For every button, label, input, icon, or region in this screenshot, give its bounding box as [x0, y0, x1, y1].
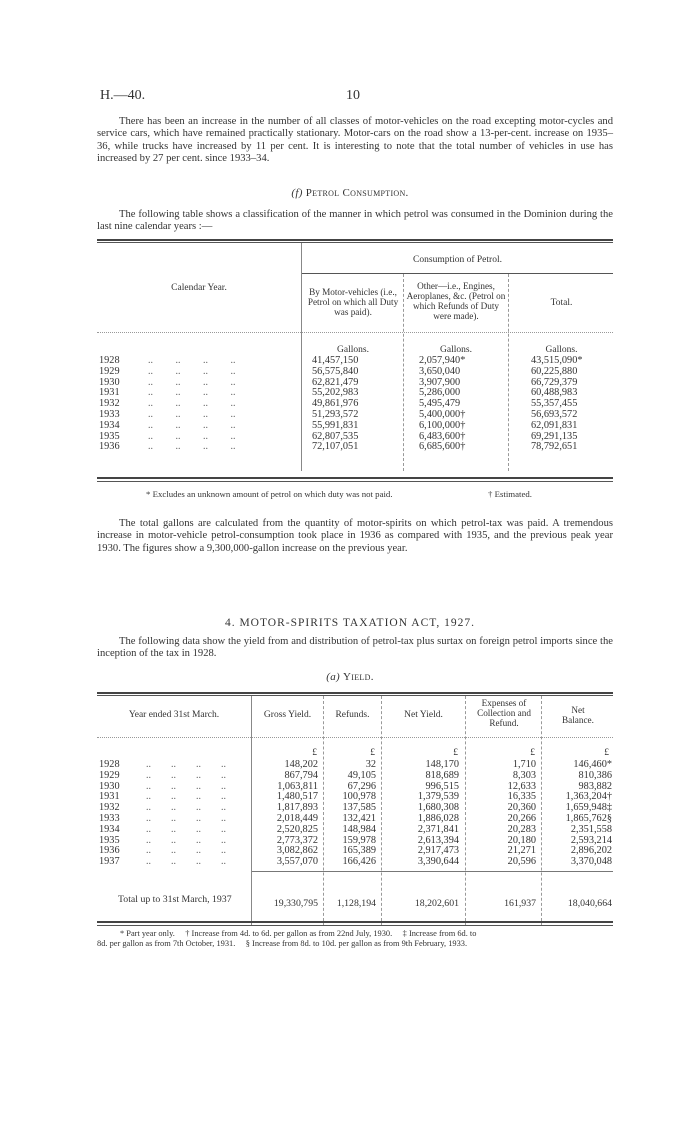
petrol-total-cell: 55,357,455 — [531, 398, 578, 410]
yield-bottom-rule-inner — [97, 925, 613, 926]
petrol-motor-cell: 51,293,572 — [312, 408, 359, 420]
petrol-other-cell: 6,685,600† — [419, 441, 466, 453]
section-f-title — [0, 187, 700, 199]
petrol-year-cell: 1935 — [99, 430, 120, 442]
petrol-year-cell: 1930 — [99, 376, 120, 388]
yield-net-cell: 818,689 — [425, 769, 459, 781]
petrol-footnote-excludes: * Excludes an unknown amount of petrol on which duty was not paid. — [146, 489, 393, 499]
yield-balance-cell: 983,882 — [578, 780, 612, 792]
yield-subtitle-prefix: (a) — [326, 671, 340, 683]
yield-year-cell: 1933 — [99, 812, 120, 824]
petrol-other-cell: 5,495,479 — [419, 398, 461, 410]
yield-balance-cell: 1,363,204† — [565, 791, 612, 803]
petrol-motor-cell: 55,202,983 — [312, 387, 359, 399]
yield-unit-net: £ — [453, 748, 458, 758]
yield-balance-cell: 1,659,948‡ — [565, 802, 612, 814]
table-bottom-rule — [97, 477, 613, 479]
table-top-rule — [97, 239, 613, 241]
section-f-prefix: (f) — [291, 187, 303, 199]
yield-years-column — [99, 760, 139, 868]
yield-gross-cell: 2,773,372 — [276, 834, 318, 846]
yield-balance-column — [542, 760, 612, 868]
yield-net-cell: 2,613,394 — [417, 834, 459, 846]
yield-total-refunds: 1,128,194 — [336, 898, 376, 909]
yield-col-header-balance: Net Balance. — [562, 705, 594, 725]
petrol-total-cell: 66,729,379 — [531, 376, 578, 388]
petrol-year-cell: 1928 — [99, 355, 120, 366]
yield-balance-cell: 2,896,202 — [570, 845, 612, 857]
yield-total-balance: 18,040,664 — [567, 898, 612, 909]
petrol-other-cell: 3,907,900 — [419, 376, 461, 388]
section-f-heading: Petrol Consumption. — [305, 187, 409, 199]
yield-gross-cell: 3,557,070 — [276, 856, 318, 868]
yield-total-gross: 19,330,795 — [273, 898, 318, 909]
petrol-motor-cell: 56,575,840 — [312, 365, 359, 377]
yield-expenses-cell: 20,283 — [507, 823, 536, 835]
yield-unit-refunds: £ — [370, 748, 375, 758]
petrol-total-cell: 43,515,090* — [531, 355, 583, 366]
yield-balance-cell: 2,593,214 — [570, 834, 612, 846]
yield-col-header-refunds: Refunds. — [335, 710, 370, 720]
petrol-other-cell: 5,400,000† — [419, 408, 466, 420]
col-header-calendar-year: Calendar Year. — [171, 283, 227, 293]
section-4-intro — [97, 636, 613, 661]
yield-net-column — [382, 760, 459, 868]
yield-refunds-cell: 67,296 — [347, 780, 376, 792]
petrol-motor-column — [312, 356, 398, 453]
yield-net-cell: 3,390,644 — [417, 856, 459, 868]
group-header-rule — [302, 273, 613, 274]
petrol-year-cell: 1933 — [99, 408, 120, 420]
yield-year-cell: 1931 — [99, 791, 120, 803]
petrol-motor-cell: 55,991,831 — [312, 419, 359, 431]
yield-gross-cell: 148,202 — [284, 759, 318, 770]
yield-leader-dots: .. .. .. .. .. .. .. .. .. .. .. .. .. .. .. .. .. .. .. .. .. .. .. .. .. .. .. .. .. .. .. .. .. .. .. .. .. .. .. .. — [146, 759, 226, 868]
yield-net-cell: 148,170 — [425, 759, 459, 770]
yield-top-rule-inner — [97, 695, 613, 696]
col-divider-2 — [403, 274, 404, 471]
yield-total-rule — [252, 871, 613, 872]
yield-expenses-cell: 20,180 — [507, 834, 536, 846]
petrol-leader-dots: .. .. .. .. .. .. .. .. .. .. .. .. .. .. .. .. .. .. .. .. .. .. .. .. .. .. .. .. .. .. .. .. .. .. .. .. — [148, 355, 236, 453]
yield-year-cell: 1929 — [99, 769, 120, 781]
table-top-rule-inner — [97, 242, 613, 243]
yield-unit-expenses: £ — [530, 748, 535, 758]
yield-expenses-cell: 12,633 — [507, 780, 536, 792]
yield-net-cell: 2,917,473 — [417, 845, 459, 857]
yield-gross-cell: 3,082,862 — [276, 845, 318, 857]
yield-expenses-cell: 20,360 — [507, 802, 536, 814]
yield-refunds-cell: 132,421 — [342, 812, 376, 824]
yield-bottom-rule — [97, 921, 613, 923]
yield-balance-cell: 3,370,048 — [570, 856, 612, 868]
yield-refunds-cell: 100,978 — [342, 791, 376, 803]
col-header-motor-vehicles: By Motor-vehicles (i.e., Petrol on which all Duty was paid). — [307, 287, 399, 317]
petrol-motor-cell: 72,107,051 — [312, 441, 359, 453]
yield-total-label: Total up to 31st March, 1937 — [118, 894, 232, 905]
yield-balance-cell: 146,460* — [573, 759, 612, 770]
yield-gross-cell: 1,063,811 — [277, 780, 318, 792]
yield-header-rule — [97, 737, 613, 738]
page-number: 10 — [346, 88, 360, 103]
yield-refunds-column — [324, 760, 376, 868]
yield-footnote-line-1: * Part year only. † Increase from 4d. to 6d. per gallon as from 22nd July, 1930. ‡ Increase from 6d. to — [120, 929, 477, 938]
header-bottom-rule — [97, 332, 613, 333]
yield-gross-cell: 1,817,893 — [276, 802, 318, 814]
yield-col-header-gross: Gross Yield. — [263, 710, 312, 720]
petrol-total-cell: 56,693,572 — [531, 408, 578, 420]
yield-year-cell: 1934 — [99, 823, 120, 835]
yield-refunds-cell: 166,426 — [342, 856, 376, 868]
yield-refunds-cell: 49,105 — [347, 769, 376, 781]
summary-paragraph-text: The total gallons are calculated from the quantity of motor-spirits on which petrol-tax was paid. A tremendous increase in motor-vehicle petrol-consumption took place in 1936 as compared with 1935, and the previous peak year 1930. The figures show a 9,300,000-gallon increase on the previous year. — [97, 518, 613, 554]
petrol-year-cell: 1932 — [99, 398, 120, 410]
petrol-total-cell: 60,488,983 — [531, 387, 578, 399]
section-f-intro-text: The following table shows a classification of the manner in which petrol was consumed in the Dominion during the last nine calendar years :— — [97, 209, 613, 233]
yield-expenses-cell: 16,335 — [507, 791, 536, 803]
yield-unit-gross: £ — [312, 748, 317, 758]
yield-year-cell: 1928 — [99, 759, 120, 770]
petrol-footnote-estimated: † Estimated. — [488, 489, 532, 499]
petrol-other-cell: 6,100,000† — [419, 419, 466, 431]
col-header-total: Total. — [550, 298, 573, 308]
yield-col-header-net: Net Yield. — [404, 710, 443, 720]
table-bottom-rule-inner — [97, 481, 613, 482]
yield-col-header-expenses: Expenses of Collection and Refund. — [477, 698, 531, 728]
petrol-total-cell: 62,091,831 — [531, 419, 578, 431]
petrol-motor-cell: 41,457,150 — [312, 355, 359, 366]
col-divider-3 — [508, 274, 509, 471]
yield-net-cell: 996,515 — [425, 780, 459, 792]
petrol-other-cell: 6,483,600† — [419, 430, 466, 442]
petrol-years-column — [99, 356, 139, 453]
yield-year-cell: 1937 — [99, 856, 120, 868]
unit-other: Gallons. — [440, 345, 472, 355]
yield-net-cell: 1,886,028 — [417, 812, 459, 824]
intro-paragraph-text: There has been an increase in the number of all classes of motor-vehicles on the road excepting motor-cycles and service cars, which have remained practically stationary. Motor-cars on the road show a 13-per-cent. increase on 1935–36, while trucks have increased by 11 per cent. It is interesting to note that the total number of vehicles in use has increased by 27 per cent. since 1933–34. — [97, 116, 613, 165]
yield-balance-cell: 2,351,558 — [570, 823, 612, 835]
yield-net-cell: 1,680,308 — [417, 802, 459, 814]
yield-footnote-line-2: 8d. per gallon as from 7th October, 1931. § Increase from 8d. to 10d. per gallon as from 9th February, 1933. — [97, 939, 468, 948]
yield-expenses-cell: 20,596 — [507, 856, 536, 868]
unit-total: Gallons. — [545, 345, 578, 355]
yield-year-cell: 1935 — [99, 834, 120, 846]
yield-expenses-cell: 8,303 — [512, 769, 536, 781]
petrol-total-column — [531, 356, 615, 453]
petrol-total-cell: 78,792,651 — [531, 441, 578, 453]
intro-paragraph — [97, 116, 613, 166]
yield-refunds-cell: 148,984 — [342, 823, 376, 835]
yield-subtitle — [0, 671, 700, 683]
petrol-other-cell: 5,286,000 — [419, 387, 461, 399]
yield-total-net: 18,202,601 — [414, 898, 459, 909]
yield-net-cell: 2,371,841 — [417, 823, 459, 835]
yield-expenses-column — [466, 760, 536, 868]
yield-gross-cell: 867,794 — [284, 769, 318, 781]
yield-gross-cell: 1,480,517 — [276, 791, 318, 803]
yield-unit-balance: £ — [604, 748, 609, 758]
yield-net-cell: 1,379,539 — [417, 791, 459, 803]
petrol-year-cell: 1931 — [99, 387, 120, 399]
yield-refunds-cell: 165,389 — [342, 845, 376, 857]
yield-year-cell: 1936 — [99, 845, 120, 857]
summary-paragraph — [97, 518, 613, 555]
petrol-year-cell: 1936 — [99, 441, 120, 453]
yield-refunds-cell: 137,585 — [342, 802, 376, 814]
yield-col-header-year: Year ended 31st March. — [128, 710, 220, 720]
section-4-intro-text: The following data show the yield from and distribution of petrol-tax plus surtax on foreign petrol imports since the inception of the tax in 1928. — [97, 636, 613, 660]
yield-refunds-cell: 32 — [365, 759, 376, 770]
petrol-year-cell: 1934 — [99, 419, 120, 431]
report-code: H.—40. — [100, 88, 146, 103]
yield-gross-cell: 2,018,449 — [276, 812, 318, 824]
yield-year-cell: 1932 — [99, 802, 120, 814]
yield-balance-cell: 810,386 — [578, 769, 612, 781]
yield-expenses-cell: 20,266 — [507, 812, 536, 824]
yield-expenses-cell: 1,710 — [512, 759, 536, 770]
yield-balance-cell: 1,865,762§ — [565, 812, 612, 824]
petrol-motor-cell: 62,807,535 — [312, 430, 359, 442]
col-header-other: Other—i.e., Engines, Aeroplanes, &c. (Petrol on which Refunds of Duty were made). — [406, 281, 506, 321]
yield-gross-cell: 2,520,825 — [276, 823, 318, 835]
petrol-other-column — [419, 356, 505, 453]
petrol-other-cell: 3,650,040 — [419, 365, 461, 377]
section-f-intro — [97, 209, 613, 234]
petrol-year-cell: 1929 — [99, 365, 120, 377]
yield-subtitle-heading: Yield. — [343, 671, 374, 683]
yield-top-rule — [97, 692, 613, 694]
petrol-total-cell: 69,291,135 — [531, 430, 578, 442]
yield-total-expenses: 161,937 — [504, 898, 536, 909]
unit-motor: Gallons. — [337, 345, 369, 355]
yield-year-cell: 1930 — [99, 780, 120, 792]
petrol-motor-cell: 49,861,976 — [312, 398, 359, 410]
yield-refunds-cell: 159,978 — [342, 834, 376, 846]
yield-gross-column — [252, 760, 318, 868]
petrol-other-cell: 2,057,940* — [419, 355, 466, 366]
petrol-total-cell: 60,225,880 — [531, 365, 578, 377]
col-header-consumption: Consumption of Petrol. — [413, 255, 502, 265]
col-divider-1 — [301, 243, 302, 471]
yield-expenses-cell: 21,271 — [507, 845, 536, 857]
section-4-title: 4. MOTOR-SPIRITS TAXATION ACT, 1927. — [224, 617, 476, 629]
petrol-motor-cell: 62,821,479 — [312, 376, 359, 388]
